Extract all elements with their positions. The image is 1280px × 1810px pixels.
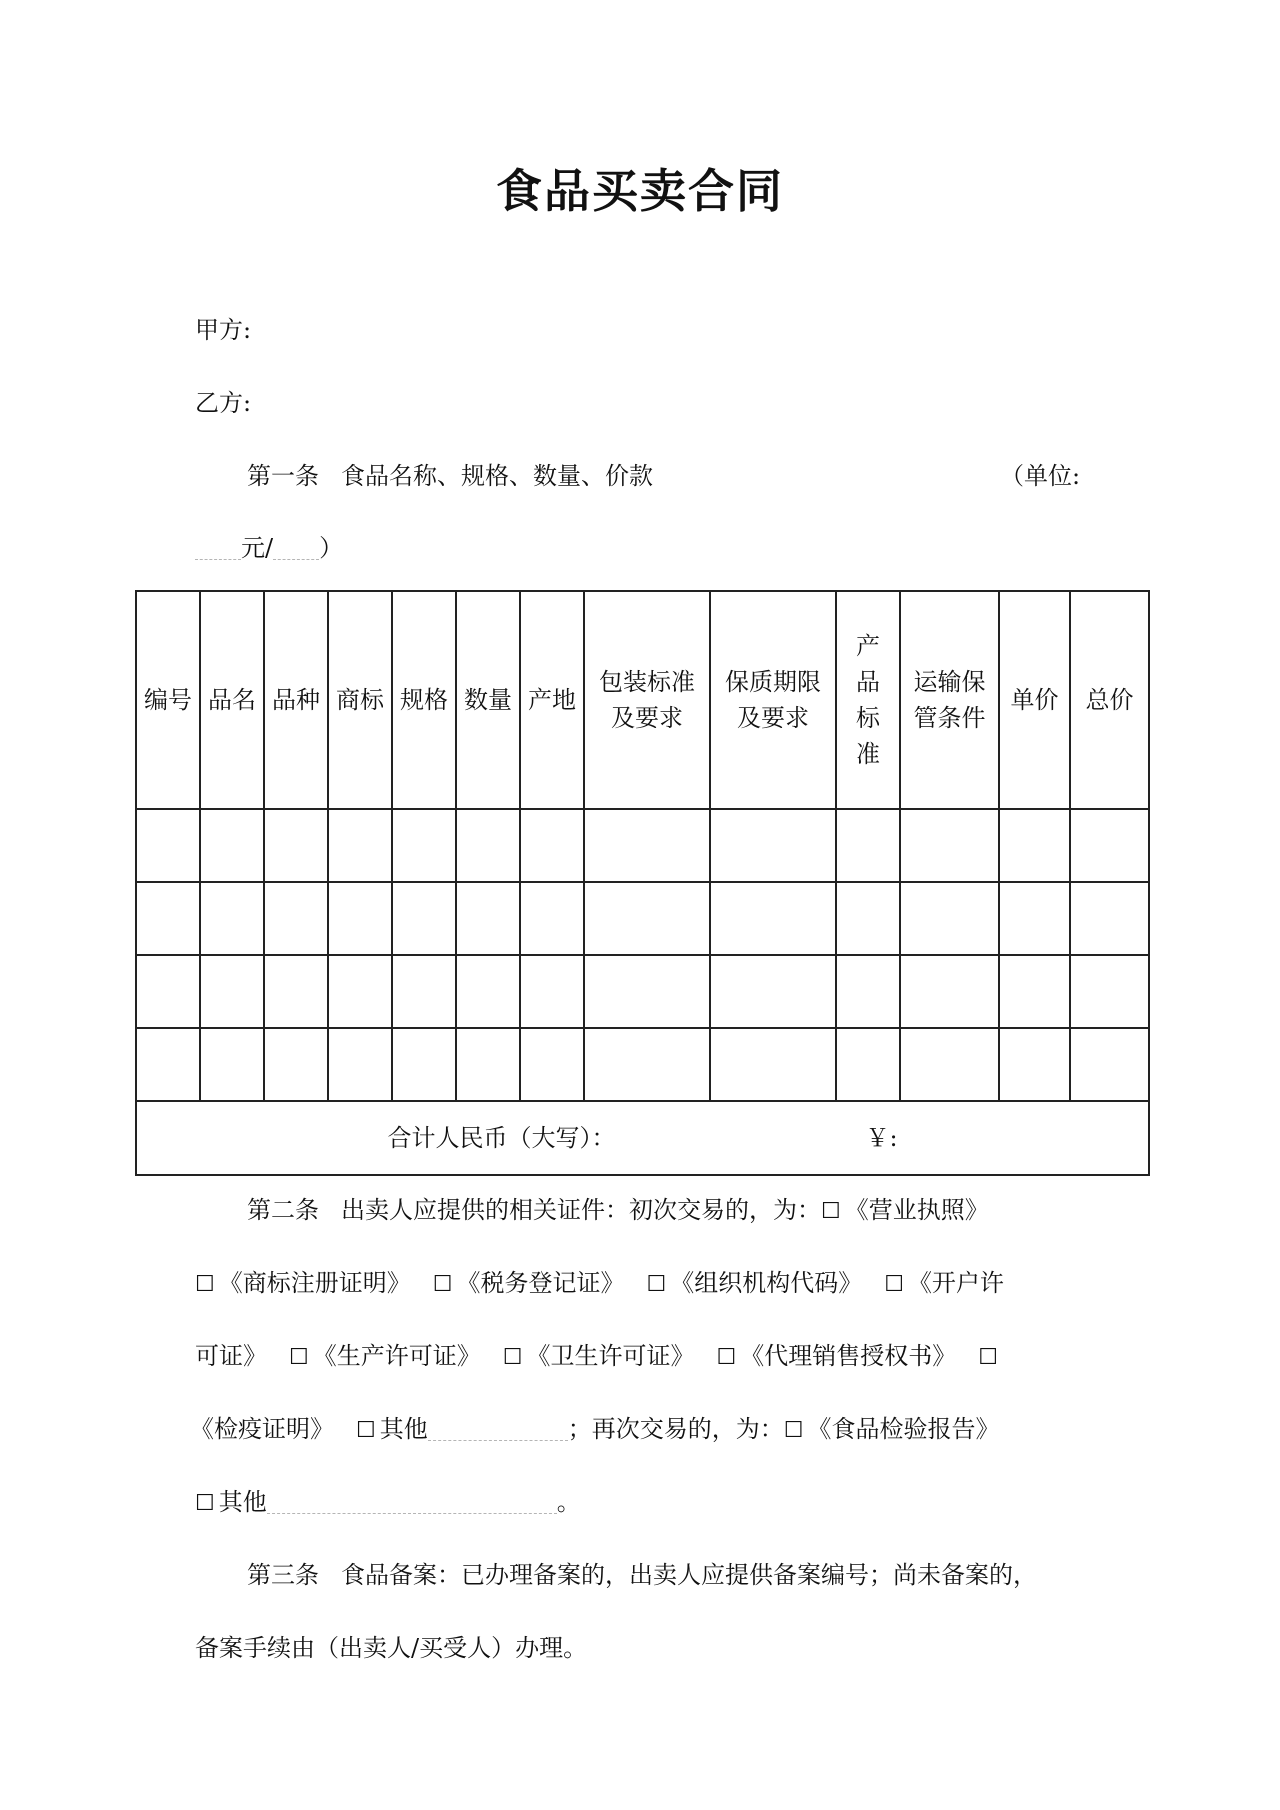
article-3-line-2: 备案手续由（出卖人/买受人）办理。: [195, 1634, 588, 1662]
header-cell: 品种: [264, 591, 328, 809]
party-b-label: 乙方:: [195, 389, 252, 417]
cert-item: 其他: [218, 1488, 267, 1516]
cert-item: 《商标注册证明》: [218, 1269, 411, 1297]
goods-table: [135, 590, 1150, 1176]
article-2-intro: 出卖人应提供的相关证件：初次交易的，为：: [341, 1196, 821, 1224]
article-1-heading: [247, 456, 653, 491]
unit-yuan: 元/: [241, 534, 274, 562]
cert-item: 《开户许: [907, 1269, 1004, 1297]
article-2-line-4: [190, 1409, 999, 1444]
cert-item: 《组织机构代码》: [670, 1269, 863, 1297]
header-cell: 品名: [200, 591, 264, 809]
checkbox[interactable]: ☐: [195, 1272, 215, 1297]
unit-line: [195, 528, 343, 563]
checkbox[interactable]: ☐: [502, 1345, 523, 1370]
cert-item: 《税务登记证》: [456, 1269, 625, 1297]
header-cell: 运输保管条件: [900, 591, 999, 809]
checkbox[interactable]: ☐: [432, 1272, 453, 1297]
total-cell[interactable]: [136, 1101, 1149, 1175]
article-1-text: 食品名称、规格、数量、价款: [341, 462, 653, 490]
article-2-line-5: [195, 1482, 581, 1517]
checkbox[interactable]: ☐: [783, 1418, 804, 1443]
cert-item: ；再次交易的，为：: [567, 1415, 784, 1443]
checkbox[interactable]: ☐: [356, 1418, 376, 1443]
total-label: 合计人民币（大写）：: [387, 1124, 616, 1152]
checkbox[interactable]: ☐: [821, 1199, 841, 1224]
table-header-row: [136, 591, 1149, 809]
unit-blank-2[interactable]: [273, 535, 319, 560]
table-row: [136, 1028, 1149, 1101]
article-1-label: 第一条: [247, 462, 319, 490]
header-cell: 规格: [392, 591, 456, 809]
header-cell: 保质期限及要求: [710, 591, 836, 809]
checkbox[interactable]: ☐: [884, 1272, 904, 1297]
header-cell: 产品标准: [836, 591, 900, 809]
header-cell: 数量: [456, 591, 520, 809]
table-row: [136, 882, 1149, 955]
article-3-label: 第三条: [247, 1561, 319, 1589]
table-row: [136, 809, 1149, 882]
cert-item: 其他: [379, 1415, 428, 1443]
header-cell: 产地: [520, 591, 584, 809]
article-3-text: 食品备案：已办理备案的，出卖人应提供备案编号；尚未备案的，: [341, 1561, 1037, 1589]
cert-item: 《检疫证明》: [190, 1415, 334, 1443]
checkbox[interactable]: ☐: [716, 1345, 737, 1370]
cert-item: 可证》: [195, 1342, 267, 1370]
yen-label: ￥:: [865, 1124, 898, 1152]
document-title: 食品买卖合同: [496, 164, 784, 218]
header-cell: 总价: [1070, 591, 1149, 809]
cert-item: 《营业执照》: [844, 1196, 989, 1224]
article-2-line-1: [247, 1190, 989, 1225]
header-cell: 商标: [328, 591, 392, 809]
article-2-line-2: [195, 1263, 1004, 1298]
other-blank-1[interactable]: [428, 1416, 568, 1441]
party-a-label: 甲方:: [195, 316, 252, 344]
article-3-line-1: [247, 1555, 1037, 1590]
article-2-label: 第二条: [247, 1196, 319, 1224]
cert-item: 《生产许可证》: [312, 1342, 481, 1370]
checkbox[interactable]: ☐: [289, 1345, 309, 1370]
other-blank-2[interactable]: [267, 1489, 557, 1514]
header-cell: 单价: [999, 591, 1070, 809]
total-row: [136, 1101, 1149, 1175]
cert-item: 《卫生许可证》: [526, 1342, 695, 1370]
checkbox[interactable]: ☐: [195, 1491, 215, 1516]
article-2-line-3: [195, 1336, 1002, 1371]
cert-item: 《食品检验报告》: [807, 1415, 1000, 1443]
checkbox[interactable]: ☐: [978, 1345, 998, 1370]
header-cell: 编号: [136, 591, 200, 809]
cert-item: 《代理销售授权书》: [740, 1342, 957, 1370]
table-row: [136, 955, 1149, 1028]
checkbox[interactable]: ☐: [646, 1272, 667, 1297]
unit-blank-1[interactable]: [195, 535, 241, 560]
cert-item: 。: [556, 1488, 581, 1516]
header-cell: 包装标准及要求: [584, 591, 710, 809]
unit-close: ）: [319, 534, 344, 562]
unit-prefix: （单位:: [1000, 462, 1081, 490]
